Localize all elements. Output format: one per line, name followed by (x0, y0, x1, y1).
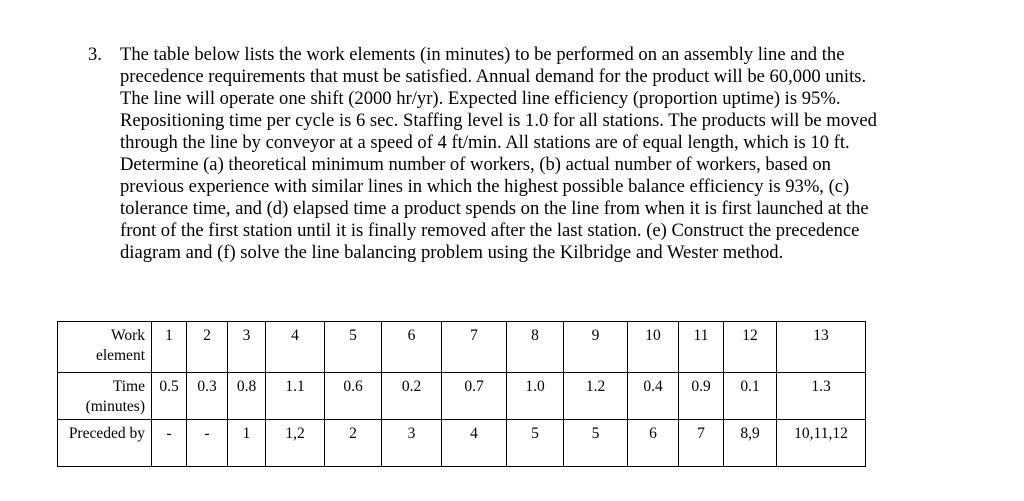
work-element-cell: 8 (507, 322, 564, 373)
preceded-by-cell: 4 (442, 420, 507, 467)
row-header-time: Time (minutes) (58, 373, 152, 420)
preceded-by-cell: 7 (679, 420, 724, 467)
time-cell: 0.6 (325, 373, 382, 420)
time-cell: 0.5 (152, 373, 187, 420)
problem-line: Determine (a) theoretical minimum number of workers, (b) actual number of workers, based on (120, 154, 831, 175)
preceded-by-cell: 6 (628, 420, 679, 467)
problem-line: diagram and (f) solve the line balancing problem using the Kilbridge and Wester method. (120, 242, 784, 263)
table-row-time (58, 373, 866, 420)
problem-line: precedence requirements that must be satisfied. Annual demand for the product will be 60,000 units. (120, 66, 867, 87)
problem-line: front of the first station until it is finally removed after the last station. (e) Construct the precedence (120, 220, 860, 241)
time-cell: 0.7 (442, 373, 507, 420)
problem-text (120, 44, 980, 264)
preceded-by-cell: 5 (564, 420, 628, 467)
time-cell: 1.1 (266, 373, 325, 420)
preceded-by-cell: 1 (228, 420, 266, 467)
work-element-cell: 10 (628, 322, 679, 373)
preceded-by-cell: 10,11,12 (777, 420, 866, 467)
work-element-cell: 11 (679, 322, 724, 373)
problem-line: through the line by conveyor at a speed of 4 ft/min. All stations are of equal length, which is 10 ft. (120, 132, 850, 153)
time-cell: 0.8 (228, 373, 266, 420)
problem-line: The table below lists the work elements (in minutes) to be performed on an assembly line and the (120, 44, 845, 65)
work-elements-table (57, 321, 866, 467)
problem-line: tolerance time, and (d) elapsed time a product spends on the line from when it is first launched at the (120, 198, 869, 219)
work-element-cell: 13 (777, 322, 866, 373)
work-element-cell: 6 (382, 322, 442, 373)
time-cell: 1.3 (777, 373, 866, 420)
work-element-cell: 12 (724, 322, 777, 373)
problem-line: previous experience with similar lines in which the highest possible balance efficiency is 93%, (c) (120, 176, 850, 197)
work-element-cell: 9 (564, 322, 628, 373)
preceded-by-cell: 1,2 (266, 420, 325, 467)
preceded-by-cell: - (187, 420, 228, 467)
row-header-preceded-by: Preceded by (58, 420, 152, 467)
work-element-cell: 1 (152, 322, 187, 373)
problem-number: 3. (88, 44, 102, 65)
preceded-by-cell: 8,9 (724, 420, 777, 467)
time-cell: 0.4 (628, 373, 679, 420)
work-element-cell: 2 (187, 322, 228, 373)
preceded-by-cell: 3 (382, 420, 442, 467)
preceded-by-cell: 2 (325, 420, 382, 467)
table-row-preceded-by (58, 420, 866, 467)
work-element-cell: 3 (228, 322, 266, 373)
time-cell: 0.2 (382, 373, 442, 420)
time-cell: 1.2 (564, 373, 628, 420)
preceded-by-cell: - (152, 420, 187, 467)
row-header-work-element: Work element (58, 322, 152, 373)
work-element-cell: 5 (325, 322, 382, 373)
time-cell: 1.0 (507, 373, 564, 420)
table-row-work-element (58, 322, 866, 373)
time-cell: 0.1 (724, 373, 777, 420)
time-cell: 0.3 (187, 373, 228, 420)
work-element-cell: 4 (266, 322, 325, 373)
problem-line: The line will operate one shift (2000 hr/yr). Expected line efficiency (proportion uptime) is 95%. (120, 88, 841, 109)
time-cell: 0.9 (679, 373, 724, 420)
work-element-cell: 7 (442, 322, 507, 373)
problem-line: Repositioning time per cycle is 6 sec. Staffing level is 1.0 for all stations. The products will be moved (120, 110, 877, 131)
preceded-by-cell: 5 (507, 420, 564, 467)
